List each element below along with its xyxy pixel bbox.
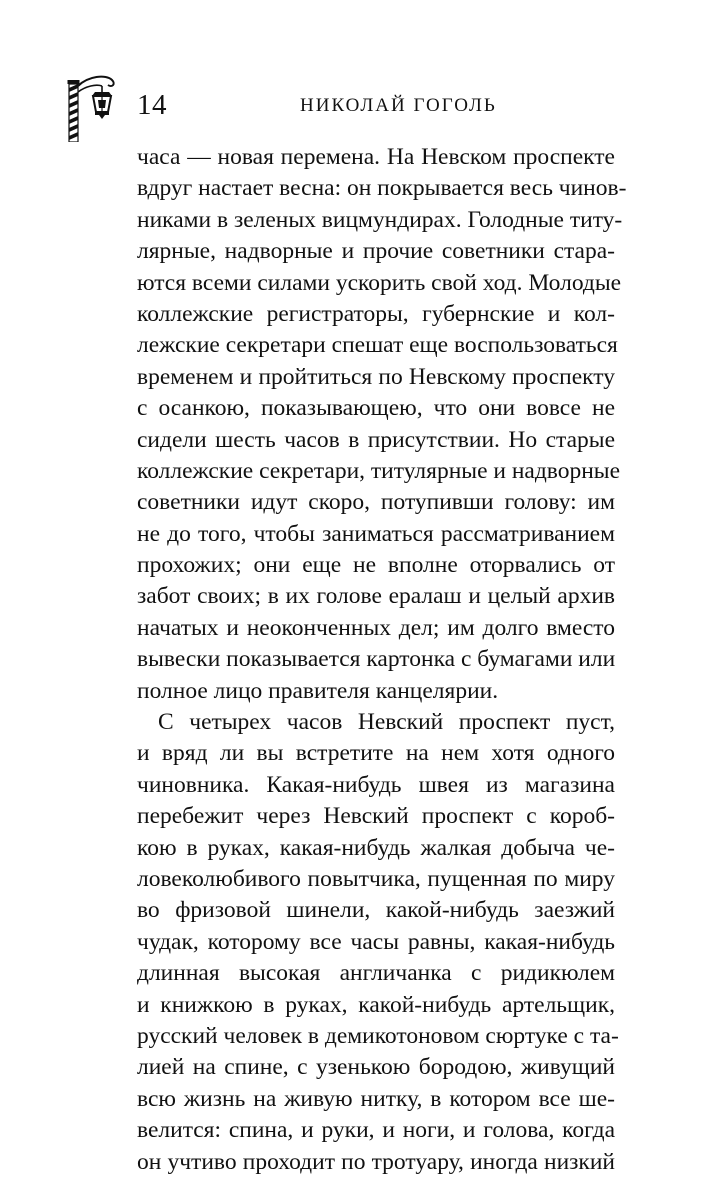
running-title: НИКОЛАЙ ГОГОЛЬ [300,95,497,116]
text-line: не до того, чтобы заниматься рассматриванием [137,520,615,547]
paragraph [137,142,627,707]
text-line: коллежские секретари, титулярные и надворные [137,457,621,484]
text-line: временем и пройтиться по Невскому проспекту [137,363,615,390]
text-line: вдруг настает весна: он покрывается весь чинов- [137,175,627,202]
text-line: сидели шесть часов в присутствии. Но старые [137,426,615,453]
text-line: с осанкою, показывающею, что они вовсе не [137,395,615,422]
text-line: ются всеми силами ускорить свой ход. Молодые [137,269,622,296]
page-header [0,0,709,140]
paragraph [137,707,619,1178]
page-number: 14 [137,89,167,121]
text-line: часа — новая перемена. На Невском проспекте [137,144,615,170]
text-line: коллежские регистраторы, губернские и кол- [137,300,615,327]
text-line: советники идут скоро, потупивши голову: им [137,489,615,516]
text-line: забот своих; в их голове ералаш и целый архив [137,583,615,610]
text-line: кою в руках, какая-нибудь жалкая добыча че- [137,834,615,861]
text-line: длинная высокая англичанка с ридикюлем [137,960,615,987]
text-line: ловеколюбивого повытчика, пущенная по миру [137,865,615,892]
text-line: чудак, которому все часы равны, какая-нибудь [137,928,615,955]
street-lamp-icon [66,72,122,142]
text-line: С четырех часов Невский проспект пуст, [158,709,615,736]
text-line: и книжкою в руках, какой-нибудь артельщик, [137,991,615,1018]
text-line: лией на спине, с узенькою бородою, живущий [137,1054,615,1081]
text-line: русский человек в демикотоновом сюртуке с та- [137,1022,619,1049]
text-line: всю жизнь на живую нитку, в котором все ше- [137,1085,615,1112]
text-line: чиновника. Какая-нибудь швея из магазина [137,771,615,798]
text-line: он учтиво проходит по тротуару, иногда низкий [137,1148,615,1175]
text-line: во фризовой шинели, какой-нибудь заезжий [137,897,615,924]
text-line: велится: спина, и руки, и ноги, и голова, когда [137,1117,615,1144]
text-line: вывески показывается картонка с бумагами или [137,646,616,673]
text-line: никами в зеленых вицмундирах. Голодные титу- [137,206,623,233]
text-line: прохожих; они еще не вполне оторвались от [137,552,615,579]
text-line: лежские секретари спешат еще воспользоваться [137,332,618,359]
text-line: полное лицо правителя канцелярии. [137,677,499,704]
text-line: начатых и неоконченных дел; им долго вместо [137,614,615,641]
text-line: лярные, надворные и прочие советники стара- [137,238,615,265]
text-line: перебежит через Невский проспект с короб- [137,803,615,830]
body-text [137,142,627,1178]
text-line: и вряд ли вы встретите на нем хотя одного [137,740,615,767]
